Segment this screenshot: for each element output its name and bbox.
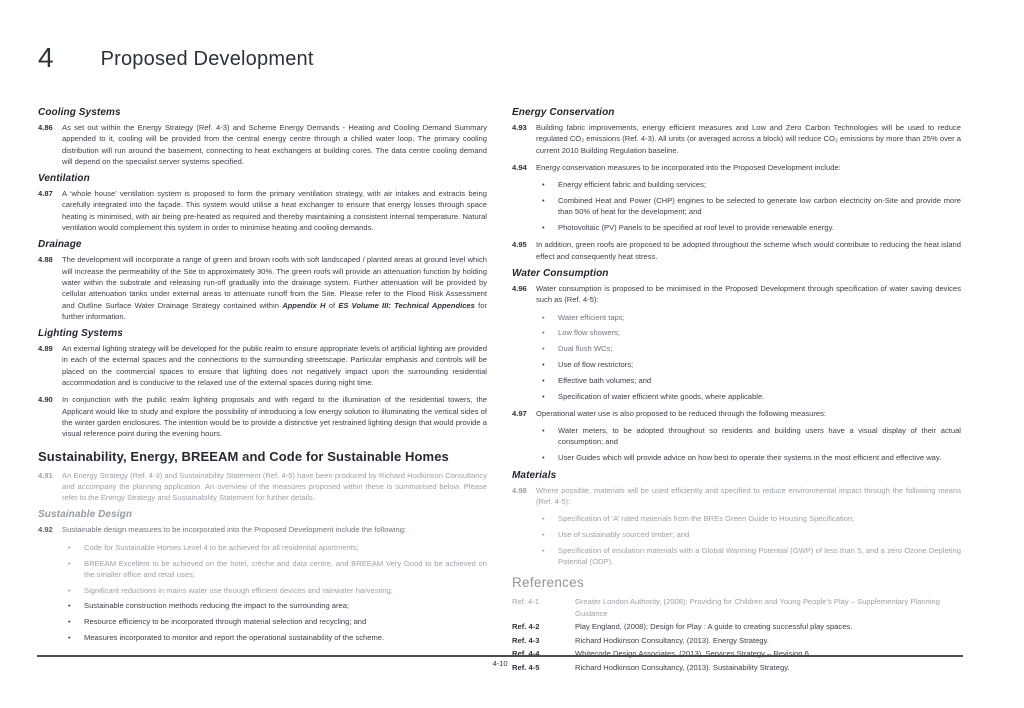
- paragraph-number: 4.97: [512, 408, 527, 418]
- paragraph-text: Building fabric improvements, energy efficient measures and Low and Zero Carbon Technologies will be used to reduce regulated CO₂ emissions (Ref. 4-3). All units (or averaged across a block) will reduce CO₂ emissions by more than 25% over a current 2010 Building Regulation baseline.: [536, 123, 961, 155]
- bullet-item: • BREEAM Excellent to be achieved on the hotel, crèche and data centre, and BREEAM Very Good to be achieved on the smaller office and retail uses;: [62, 558, 487, 581]
- paragraph-text: Water consumption is proposed to be minimised in the Proposed Development through specification of water saving devices such as (Ref. 4-5):: [536, 283, 961, 305]
- reference-row: [512, 621, 961, 632]
- paragraph-4-88: [38, 254, 487, 322]
- reference-row: [512, 596, 961, 619]
- right-column: [512, 104, 961, 675]
- paragraph-number: 4.91: [38, 470, 53, 480]
- paragraph-4-90: [38, 394, 487, 439]
- paragraph-4-89: [38, 343, 487, 388]
- reference-text: Richard Hodkinson Consultancy, (2013). Sustainability Strategy.: [575, 662, 790, 672]
- paragraph-text: In addition, green roofs are proposed to be adopted throughout the scheme which would contribute to reducing the heat island effect and consequently heat stress.: [536, 240, 961, 261]
- bullet-item: • Code for Sustainable Homes Level 4 to be achieved for all residential apartments;: [62, 542, 487, 553]
- paragraph-number: 4.94: [512, 162, 527, 172]
- paragraph-4-94: [512, 162, 961, 173]
- heading-sustainability-section: Sustainability, Energy, BREEAM and Code for Sustainable Homes: [38, 448, 449, 464]
- heading-water-consumption: Water Consumption: [512, 267, 609, 279]
- paragraph-text: An Energy Strategy (Ref. 4-3) and Sustainability Statement (Ref. 4-5) have been produced by Richard Hodkinson Consultancy and accompany the planning application. An overview of the measures proposed within these is summarised below. Please refer to the Energy Strategy and Sustainability Statement for further details.: [62, 470, 487, 503]
- paragraph-number: 4.96: [512, 283, 527, 293]
- energy-conservation-bullet-list: [512, 179, 961, 233]
- bullet-item: • Combined Heat and Power (CHP) engines to be selected to generate low carbon electricity on-Site and provide more than 50% of heat for the development; and: [536, 195, 961, 218]
- paragraph-number: 4.92: [38, 525, 53, 535]
- heading-energy-conservation: Energy Conservation: [512, 107, 615, 118]
- bullet-item: • Use of flow restrictors;: [536, 359, 961, 370]
- paragraph-number: 4.88: [38, 255, 53, 265]
- two-column-layout: [38, 104, 961, 675]
- paragraph-text: An external lighting strategy will be developed for the public realm to ensure appropriate levels of artificial lighting are provided in each of the external spaces and the connections to the surrounding streetscape. Particular emphasis and controls will be placed on the commercial spaces to ensure that lighting does not negatively impact upon the surrounding residential accommodation and is conducive to the relaxed use of the external spaces during night time.: [62, 344, 487, 388]
- heading-references: References: [512, 575, 585, 591]
- reference-text: Richard Hodkinson Consultancy, (2013). Energy Strategy.: [575, 635, 769, 645]
- reference-label: Ref. 4-2: [512, 622, 540, 632]
- footer-divider: [37, 655, 963, 657]
- paragraph-number: 4.93: [512, 123, 527, 132]
- bullet-item: • Specification of ‘A’ rated materials from the BREs Green Guide to Housing Specification;: [536, 513, 961, 524]
- paragraph-segment: for further information.: [62, 300, 487, 321]
- reference-text: Greater London Authority, (2008); Providing for Children and Young People’s Play – Supplementary Planning Guidance: [575, 597, 940, 618]
- paragraph-segment: of: [325, 300, 339, 310]
- bullet-item: • Effective bath volumes; and: [536, 375, 961, 386]
- bullet-item: • Energy efficient fabric and building services;: [536, 179, 961, 190]
- paragraph-text: As set out within the Energy Strategy (Ref. 4-3) and Scheme Energy Demands - Heating and Cooling Demand Summary appended to it, cooling will be provided from the central energy centre through a chilled water loop. The primary cooling distribution will run around the basement, connecting to heat exchangers at building cores. The data centre cooling demand will depend on the specialist server systems specified.: [62, 123, 487, 166]
- bullet-item: • Use of sustainably sourced timber; and: [536, 529, 961, 540]
- sustainable-design-bullet-list: [38, 542, 487, 644]
- paragraph-number: 4.87: [38, 189, 53, 199]
- heading-cooling-systems: Cooling Systems: [38, 107, 121, 118]
- paragraph-segment: The development will incorporate a range of green and brown roofs with soft landscaped / planted areas at ground level which will increase the permeability of the Site to approximately 30%. The green roofs will provide an attenuation function by holding water within the substrate and releasing run-off gradually into the drainage system. Further attenuation will be provided by cellular attenuation tanks under external areas to attenuate runoff from the Site. Please refer to the Flood Risk Assessment and Outline Surface Water Drainage Strategy contained within: [62, 255, 487, 310]
- paragraph-4-93: [512, 122, 961, 156]
- paragraph-4-92: [38, 524, 487, 535]
- appendix-reference: Appendix H: [282, 300, 326, 310]
- reference-label: Ref. 4-5: [512, 662, 540, 672]
- reference-row: [512, 635, 961, 646]
- paragraph-text: In conjunction with the public realm lighting proposals and with regard to the illumination of the residential towers, the Applicant would like to study and explore the possibility of introducing a low energy solution to illuminating the vertical sides of the winter garden enclosures. The intention would be to provide a distinctive yet restrained lighting design that would provide a visual reference point during the evening hours.: [62, 395, 487, 439]
- heading-lighting-systems: Lighting Systems: [38, 328, 123, 340]
- reference-label: Ref. 4-3: [512, 635, 540, 645]
- paragraph-text: Operational water use is also proposed to be reduced through the following measures:: [536, 408, 827, 418]
- document-header: [38, 44, 314, 72]
- paragraph-text: Where possible, materials will be used efficiently and specified to reduce environmental impact through the following means (Ref. 4-5):: [536, 485, 961, 506]
- reference-label: Ref. 4-4: [512, 649, 540, 659]
- reference-text: Whitecode Design Associates, (2013). Services Strategy – Revision 6.: [575, 649, 811, 659]
- water-saving-bullet-list: [512, 312, 961, 402]
- bullet-item: • Water meters, to be adopted throughout so residents and building users have a visual display of their actual consumption; and: [536, 425, 961, 448]
- reference-row: [512, 648, 961, 659]
- heading-ventilation: Ventilation: [38, 173, 90, 185]
- bullet-item: • Significant reductions in mains water use through efficient devices and rainwater harvesting;: [62, 585, 487, 596]
- paragraph-text: [62, 254, 487, 322]
- bullet-item: • Water efficient taps;: [536, 312, 961, 323]
- bullet-item: • Photovoltaic (PV) Panels to be specified at roof level to provide renewable energy.: [536, 222, 961, 233]
- paragraph-4-95: [512, 239, 961, 262]
- reference-label: Ref. 4-1: [512, 597, 540, 607]
- paragraph-4-91: [38, 470, 487, 504]
- page-title: Proposed Development: [100, 48, 314, 70]
- bullet-item: • Specification of insulation materials with a Global Warming Potential (GWP) of less than 5, and a zero Ozone Depleting Potential (ODP).: [536, 545, 961, 568]
- chapter-number: 4: [38, 42, 54, 73]
- paragraph-number: 4.98: [512, 485, 527, 495]
- paragraph-4-87: [38, 188, 487, 233]
- paragraph-4-96: [512, 283, 961, 306]
- paragraph-number: 4.89: [38, 344, 53, 354]
- bullet-item: • Measures incorporated to monitor and report the operational sustainability of the scheme.: [62, 632, 487, 643]
- bullet-item: • Specification of water efficient white goods, where applicable.: [536, 391, 961, 402]
- paragraph-text: A ‘whole house’ ventilation system is proposed to form the primary ventilation strategy, with air intakes and extracts being carefully integrated into the façade. This system would utilise a heat exchanger to ensure that energy losses through space heating is minimised, with air being pre-heated as required and thereby maintaining a consistent internal temperature. Natural ventilation would complement this system in order to minimise heating and cooling demands.: [62, 189, 487, 233]
- page-number: 4-10: [492, 659, 508, 668]
- paragraph-4-98: [512, 485, 961, 508]
- volume-reference: ES Volume III: Technical Appendices: [338, 300, 475, 310]
- reference-text: Play England, (2008); Design for Play : A guide to creating successful play spaces.: [575, 622, 853, 632]
- bullet-item: • Low flow showers;: [536, 327, 961, 338]
- heading-drainage: Drainage: [38, 239, 82, 251]
- bullet-item: • Sustainable construction methods reducing the impact to the surrounding area;: [62, 600, 487, 611]
- paragraph-text: Energy conservation measures to be incorporated into the Proposed Development include:: [536, 162, 841, 172]
- heading-sustainable-design: Sustainable Design: [38, 509, 133, 521]
- paragraph-number: 4.90: [38, 395, 53, 405]
- bullet-item: • User Guides which will provide advice on how best to operate their systems in the most efficient and effective way.: [536, 452, 961, 463]
- operational-water-bullet-list: [512, 425, 961, 463]
- paragraph-4-97: [512, 408, 961, 419]
- left-column: [38, 104, 487, 675]
- paragraph-number: 4.95: [512, 240, 527, 250]
- paragraph-text: Sustainable design measures to be incorporated into the Proposed Development include the following:: [62, 525, 407, 535]
- paragraph-4-86: [38, 122, 487, 167]
- bullet-item: • Resource efficiency to be incorporated through material selection and recycling; and: [62, 616, 487, 627]
- paragraph-number: 4.86: [38, 123, 53, 132]
- bullet-item: • Dual flush WCs;: [536, 343, 961, 354]
- materials-bullet-list: [512, 513, 961, 567]
- heading-materials: Materials: [512, 469, 557, 481]
